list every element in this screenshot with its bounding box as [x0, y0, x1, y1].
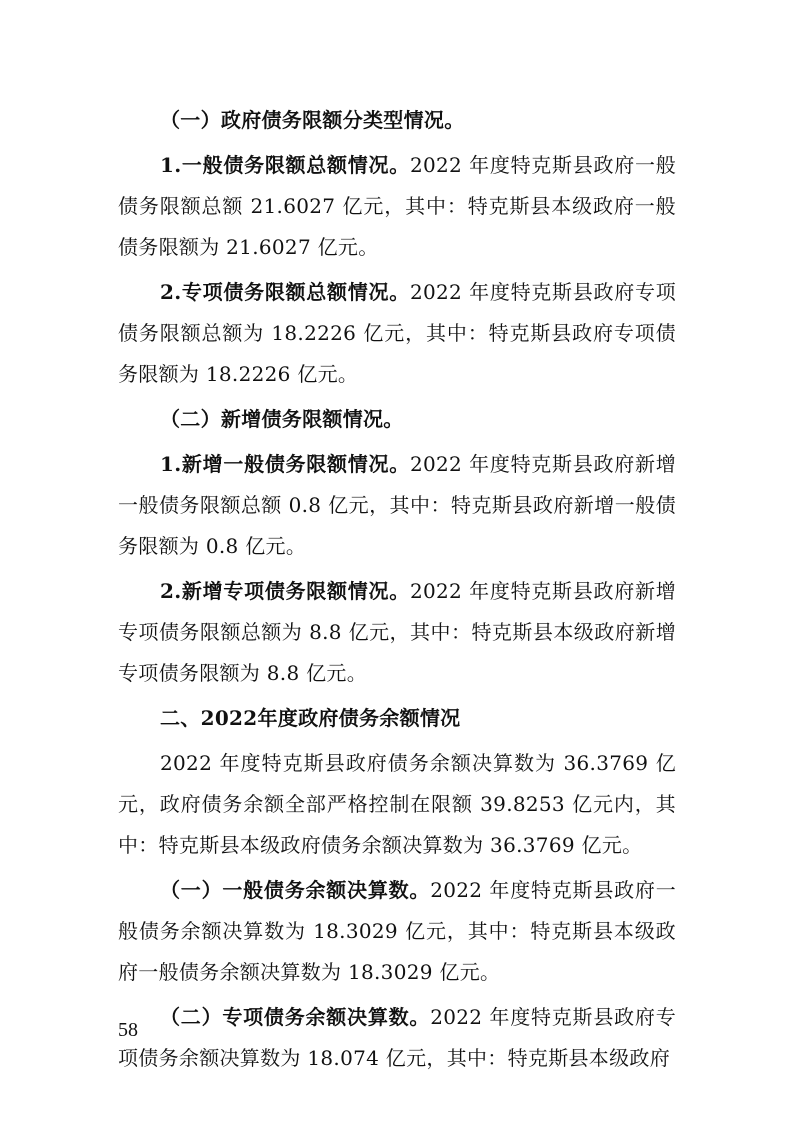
paragraph-text: 2022 年度特克斯县政府新增专项债务限额总额为 8.8 亿元，其中：特克斯县本级政府新增专项债务限额为 8.8 亿元。 [118, 579, 676, 685]
paragraph-text: 2022 年度特克斯县政府专项债务余额决算数为 18.074 亿元，其中：特克斯县本级政府 [118, 1005, 676, 1070]
page-number: 58 [118, 1019, 138, 1041]
section-heading-debt-balance [118, 698, 676, 739]
heading-text: （一）政府债务限额分类型情况。 [160, 108, 465, 132]
paragraph-general-debt-balance [118, 870, 676, 993]
paragraph-text: 2022 年度特克斯县政府债务余额决算数为 36.3769 亿元，政府债务余额全部严格控制在限额 39.8253 亿元内，其中：特克斯县本级政府债务余额决算数为 36.3769 亿元。 [118, 751, 676, 857]
paragraph-debt-balance-total [118, 743, 676, 866]
paragraph-lead: （一）一般债务余额决算数。 [160, 878, 431, 902]
paragraph-text: 2022 年度特克斯县政府专项债务限额总额为 18.2226 亿元，其中：特克斯县政府专项债务限额为 18.2226 亿元。 [118, 280, 676, 386]
heading-text: 二、2022年度政府债务余额情况 [160, 706, 461, 730]
paragraph-text: 2022 年度特克斯县政府新增一般债务限额总额 0.8 亿元，其中：特克斯县政府新增一般债务限额为 0.8 亿元。 [118, 452, 676, 558]
paragraph-new-special-debt-limit [118, 571, 676, 694]
paragraph-text: 2022 年度特克斯县政府一般债务限额总额 21.6027 亿元，其中：特克斯县本级政府一般债务限额为 21.6027 亿元。 [118, 153, 676, 259]
paragraph-text: 2022 年度特克斯县政府一般债务余额决算数为 18.3029 亿元，其中：特克斯县本级政府一般债务余额决算数为 18.3029 亿元。 [118, 878, 676, 984]
subheading-new-debt-limit [118, 399, 676, 440]
heading-text: （二）新增债务限额情况。 [160, 407, 404, 431]
paragraph-special-debt-balance [118, 997, 676, 1079]
document-body [118, 100, 676, 1083]
paragraph-lead: 2.新增专项债务限额情况。 [160, 579, 410, 603]
paragraph-general-debt-limit [118, 145, 676, 268]
paragraph-special-debt-limit [118, 272, 676, 395]
paragraph-lead: 2.专项债务限额总额情况。 [160, 280, 410, 304]
paragraph-new-general-debt-limit [118, 444, 676, 567]
subheading-limit-by-type [118, 100, 676, 141]
paragraph-lead: 1.一般债务限额总额情况。 [160, 153, 410, 177]
paragraph-lead: （二）专项债务余额决算数。 [160, 1005, 431, 1029]
paragraph-lead: 1.新增一般债务限额情况。 [160, 452, 410, 476]
